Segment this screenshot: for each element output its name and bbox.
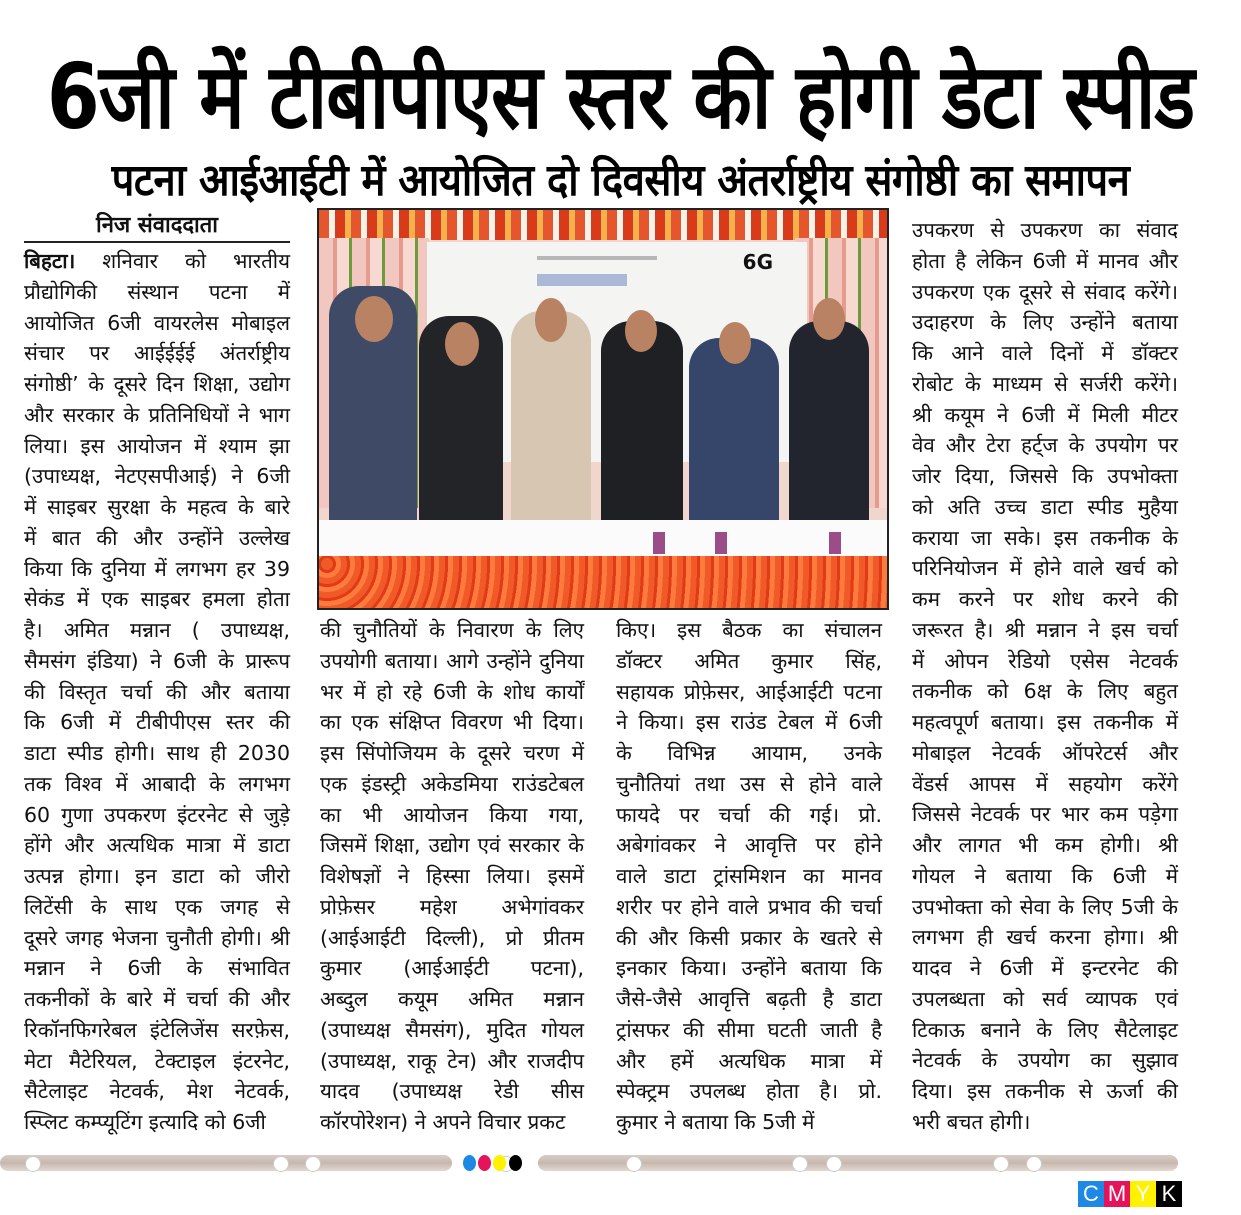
article-line: 60 गुणा उपकरण इंटरनेट से जुड़े	[24, 802, 290, 827]
article-line: कॉरपोरेशन) ने अपने विचार प्रकट	[320, 1110, 566, 1134]
subheadline: पटना आईआईटी में आयोजित दो दिवसीय अंतर्राष्ट्रीय संगोष्ठी का समापन	[111, 155, 1130, 207]
article-line: लगभग ही खर्च करना होगा। श्री	[912, 925, 1178, 950]
article-line: लिटेंसी के साथ एक जगह से	[24, 894, 290, 919]
article-line: गोयल ने बताया कि 6जी में	[912, 863, 1178, 888]
article-line: जरूरत है। श्री मन्नान ने इस चर्चा	[912, 617, 1178, 642]
article-line: तकनीकों के बारे में चर्चा की और	[24, 987, 290, 1011]
registration-dot	[626, 1156, 642, 1172]
person	[789, 321, 869, 526]
article-line: चुनौतियां तथा उस से होने वाले	[616, 771, 882, 796]
article-column-3	[616, 615, 882, 1138]
article-line: महत्वपूर्ण बताया। इस तकनीक में	[912, 710, 1178, 734]
article-line: और हमें अत्यधिक मात्रा में	[616, 1048, 882, 1073]
flower-garland	[319, 210, 887, 240]
article-line: ट्रांसफर की सीमा घटती जाती है	[616, 1017, 882, 1042]
article-line: अबेगांवकर ने आवृत्ति पर होने	[616, 833, 882, 858]
article-line: वेव और टेरा हर्ट्ज के उपयोग पर	[912, 433, 1178, 458]
article-line: की और किसी प्रकार के खतरे से	[616, 925, 882, 950]
article-line: होंगे और अत्यधिक मात्रा में डाटा	[24, 833, 290, 858]
article-line-text: शनिवार को भारतीय	[75, 249, 290, 273]
article-line: कि आने वाले दिनों में डॉक्टर	[912, 341, 1178, 365]
article-line: तकनीक को 6क्ष के लिए बहुत	[912, 679, 1178, 704]
article-line: उपकरण से उपकरण का संवाद	[912, 218, 1178, 242]
article-line: और लागत भी कम होगी। श्री	[912, 833, 1178, 857]
cmyk-y: Y	[1130, 1181, 1156, 1207]
event-photo	[317, 208, 889, 610]
article-line: लिया। इस आयोजन में श्याम झा	[24, 433, 290, 458]
article-line: किए। इस बैठक का संचालन	[616, 618, 882, 642]
article-line: वाले डाटा ट्रांसमिशन का मानव	[616, 864, 882, 888]
person-head	[813, 298, 845, 340]
article-line: संगोष्ठी’ के दूसरे दिन शिक्षा, उद्योग	[24, 372, 290, 396]
article-line: सहायक प्रोफ़ेसर, आईआईटी पटना	[616, 679, 882, 704]
article-line: में बात की और उन्होंने उल्लेख	[24, 525, 290, 550]
article-line: संचार पर आईईईई अंतर्राष्ट्रीय	[24, 341, 290, 366]
article-line: उपकरण एक दूसरे से संवाद करेंगे।	[912, 279, 1178, 304]
article-line: विशेषज्ञों ने हिस्सा लिया। इसमें	[320, 864, 584, 888]
article-line: और सरकार के प्रतिनिधियों ने भाग	[24, 402, 290, 427]
article-line: आयोजित 6जी वायरलेस मोबाइल	[24, 310, 290, 335]
article-column-2	[320, 615, 584, 1138]
article-line: मोबाइल नेटवर्क ऑपरेटर्स और	[912, 740, 1178, 765]
flower-decoration	[319, 556, 887, 608]
article-line: उत्पन्न होगा। इन डाटा को जीरो	[24, 864, 290, 888]
article-line: कुमार (आईआईटी पटना),	[320, 956, 584, 981]
article-line: परिनियोजन में होने वाले खर्च को	[912, 556, 1178, 581]
article-line: (आईआईटी दिल्ली), प्रो प्रीतम	[320, 925, 584, 950]
article-line: रोबोट के माध्यम से सर्जरी करेंगे।	[912, 371, 1178, 396]
banner-6g-text: 6G	[742, 250, 773, 274]
bottle	[829, 532, 841, 554]
article-line: होता है लेकिन 6जी में मानव और	[912, 248, 1178, 273]
article-line: (उपाध्यक्ष, नेटएसपीआई) ने 6जी	[24, 464, 290, 489]
registration-dot	[305, 1156, 321, 1172]
banner-title-box	[537, 274, 627, 286]
article-line: के विभिन्न आयाम, उनके	[616, 741, 882, 765]
article-line: फायदे पर चर्चा की गई। प्रो.	[616, 802, 882, 827]
banner-tagline	[537, 256, 657, 260]
article-line: इनकार किया। उन्होंने बताया कि	[616, 956, 882, 981]
article-line: दूसरे जगह भेजना चुनौती होगी। श्री	[24, 925, 290, 950]
article-line: को अति उच्च डाटा स्पीड मुहैया	[912, 494, 1178, 519]
article-line: अब्दुल कयूम अमित मन्नान	[320, 987, 584, 1011]
cmyk-c: C	[1078, 1181, 1104, 1207]
article-line: यादव (उपाध्यक्ष रेडी सीस	[320, 1079, 584, 1104]
article-line: प्रोफ़ेसर महेश अभेगांवकर	[320, 894, 584, 919]
registration-bar-left	[0, 1155, 452, 1171]
article-line: यादव ने 6जी में इन्टरनेट की	[912, 956, 1178, 980]
registration-dot	[826, 1156, 842, 1172]
registration-dot	[1026, 1156, 1042, 1172]
article-line: कम करने पर शोध करने की	[912, 587, 1178, 611]
article-line: का एक संक्षिप्त विवरण भी दिया।	[320, 710, 584, 735]
article-line: जैसे-जैसे आवृत्ति बढ़ती है डाटा	[616, 987, 882, 1011]
article-line: का भी आयोजन किया गया,	[320, 802, 584, 827]
article-line: में ओपन रेडियो एसेस नेटवर्क	[912, 648, 1178, 673]
person-head	[535, 298, 567, 342]
article-line: जिससे नेटवर्क पर भार कम पड़ेगा	[912, 802, 1178, 827]
person-head	[445, 322, 479, 366]
article-line: उपभोक्ता को सेवा के लिए 5जी के	[912, 894, 1178, 919]
person	[511, 311, 591, 526]
article-line: मन्नान ने 6जी के संभावित	[24, 956, 290, 981]
article-line: जिसमें शिक्षा, उद्योग एवं सरकार के	[320, 833, 584, 858]
article-line: टिकाऊ बनाने के लिए सैटेलाइट	[912, 1017, 1178, 1042]
registration-dot	[993, 1156, 1009, 1172]
article-line: रिकॉनफिगरेबल इंटेलिजेंस सरफ़ेस,	[24, 1017, 290, 1042]
cmyk-k: K	[1156, 1181, 1182, 1207]
article-column-1	[24, 246, 290, 1138]
article-line: डाटा स्पीड होगी। साथ ही 2030	[24, 741, 290, 765]
registration-dot	[25, 1156, 41, 1172]
article-line: इस सिंपोजियम के दूसरे चरण में	[320, 741, 584, 765]
article-line: (उपाध्यक्ष सैमसंग), मुदित गोयल	[320, 1017, 584, 1042]
registration-dot	[792, 1156, 808, 1172]
article-line: सैमसंग इंडिया) ने 6जी के प्रारूप	[24, 648, 290, 673]
dateline: बिहटा।	[24, 249, 76, 273]
byline: निज संवाददाता	[24, 212, 290, 243]
article-line: दिया। इस तकनीक से ऊर्जा की	[912, 1079, 1178, 1103]
article-line	[24, 246, 290, 277]
person-head	[355, 296, 393, 342]
article-line: श्री कयूम ने 6जी में मिली मीटर	[912, 402, 1178, 427]
article-line: कुमार ने बताया कि 5जी में	[616, 1110, 815, 1134]
headline: 6जी में टीबीपीएस स्तर की होगी डेटा स्पीड	[46, 43, 1195, 149]
ink-dot-cyan	[463, 1155, 476, 1171]
registration-dot	[273, 1156, 289, 1172]
article-line: भर में हो रहे 6जी के शोध कार्यों	[320, 679, 584, 704]
article-line: नेटवर्क के उपयोग का सुझाव	[912, 1048, 1178, 1073]
article-line: उपलब्धता को सर्व व्यापक एवं	[912, 986, 1178, 1011]
article-line: वेंडर्स आपस में सहयोग करेंगे	[912, 771, 1178, 796]
article-line: उपयोगी बताया। आगे उन्होंने दुनिया	[320, 648, 584, 673]
person	[689, 338, 779, 526]
ink-dot-black	[509, 1155, 522, 1171]
ink-dot-magenta	[478, 1155, 491, 1171]
article-line: सैटेलाइट नेटवर्क, मेश नेटवर्क,	[24, 1079, 290, 1104]
article-line: डॉक्टर अमित कुमार सिंह,	[616, 648, 882, 673]
cmyk-m: M	[1104, 1181, 1130, 1207]
article-line: सेकंड में एक साइबर हमला होता	[24, 587, 290, 612]
article-column-4	[912, 215, 1178, 1138]
article-line: भरी बचत होगी।	[912, 1109, 1031, 1134]
article-line: कराया जा सके। इस तकनीक के	[912, 525, 1178, 550]
article-line: की विस्तृत चर्चा की और बताया	[24, 679, 290, 704]
article-line: कि 6जी में टीबीपीएस स्तर की	[24, 710, 290, 735]
article-line: ने किया। इस राउंड टेबल में 6जी	[616, 710, 882, 735]
person-head	[625, 310, 657, 352]
article-line: की चुनौतियों के निवारण के लिए	[320, 618, 584, 642]
article-line: एक इंडस्ट्री अकेडमिया राउंडटेबल	[320, 771, 584, 796]
cmyk-color-bar	[1078, 1181, 1182, 1207]
article-line: तक विश्व में आबादी के लगभग	[24, 771, 290, 796]
article-line: जोर दिया, जिससे कि उपभोक्ता	[912, 464, 1178, 488]
article-line: (उपाध्यक्ष, राकू टेन) और राजदीप	[320, 1048, 584, 1073]
article-line: शरीर पर होने वाले प्रभाव की चर्चा	[616, 894, 882, 919]
article-line: मेटा मैटेरियल, टेक्टाइल इंटरनेट,	[24, 1048, 290, 1073]
bottle	[653, 532, 665, 554]
table	[319, 520, 887, 558]
article-line: उदाहरण के लिए उन्होंने बताया	[912, 310, 1178, 335]
bottle	[715, 532, 727, 554]
article-line: स्प्लिट कम्प्यूटिंग इत्यादि को 6जी	[24, 1110, 266, 1134]
article-line: में साइबर सुरक्षा के महत्व के बारे	[24, 495, 290, 519]
article-line: है। अमित मन्नान ( उपाध्यक्ष,	[24, 618, 290, 642]
ink-dot-yellow	[493, 1155, 506, 1171]
person-head	[719, 322, 751, 364]
article-line: प्रौद्योगिकी संस्थान पटना में	[24, 279, 290, 304]
article-line: किया कि दुनिया में लगभग हर 39	[24, 556, 290, 581]
article-line: स्पेक्ट्रम उपलब्ध होता है। प्रो.	[616, 1079, 882, 1104]
